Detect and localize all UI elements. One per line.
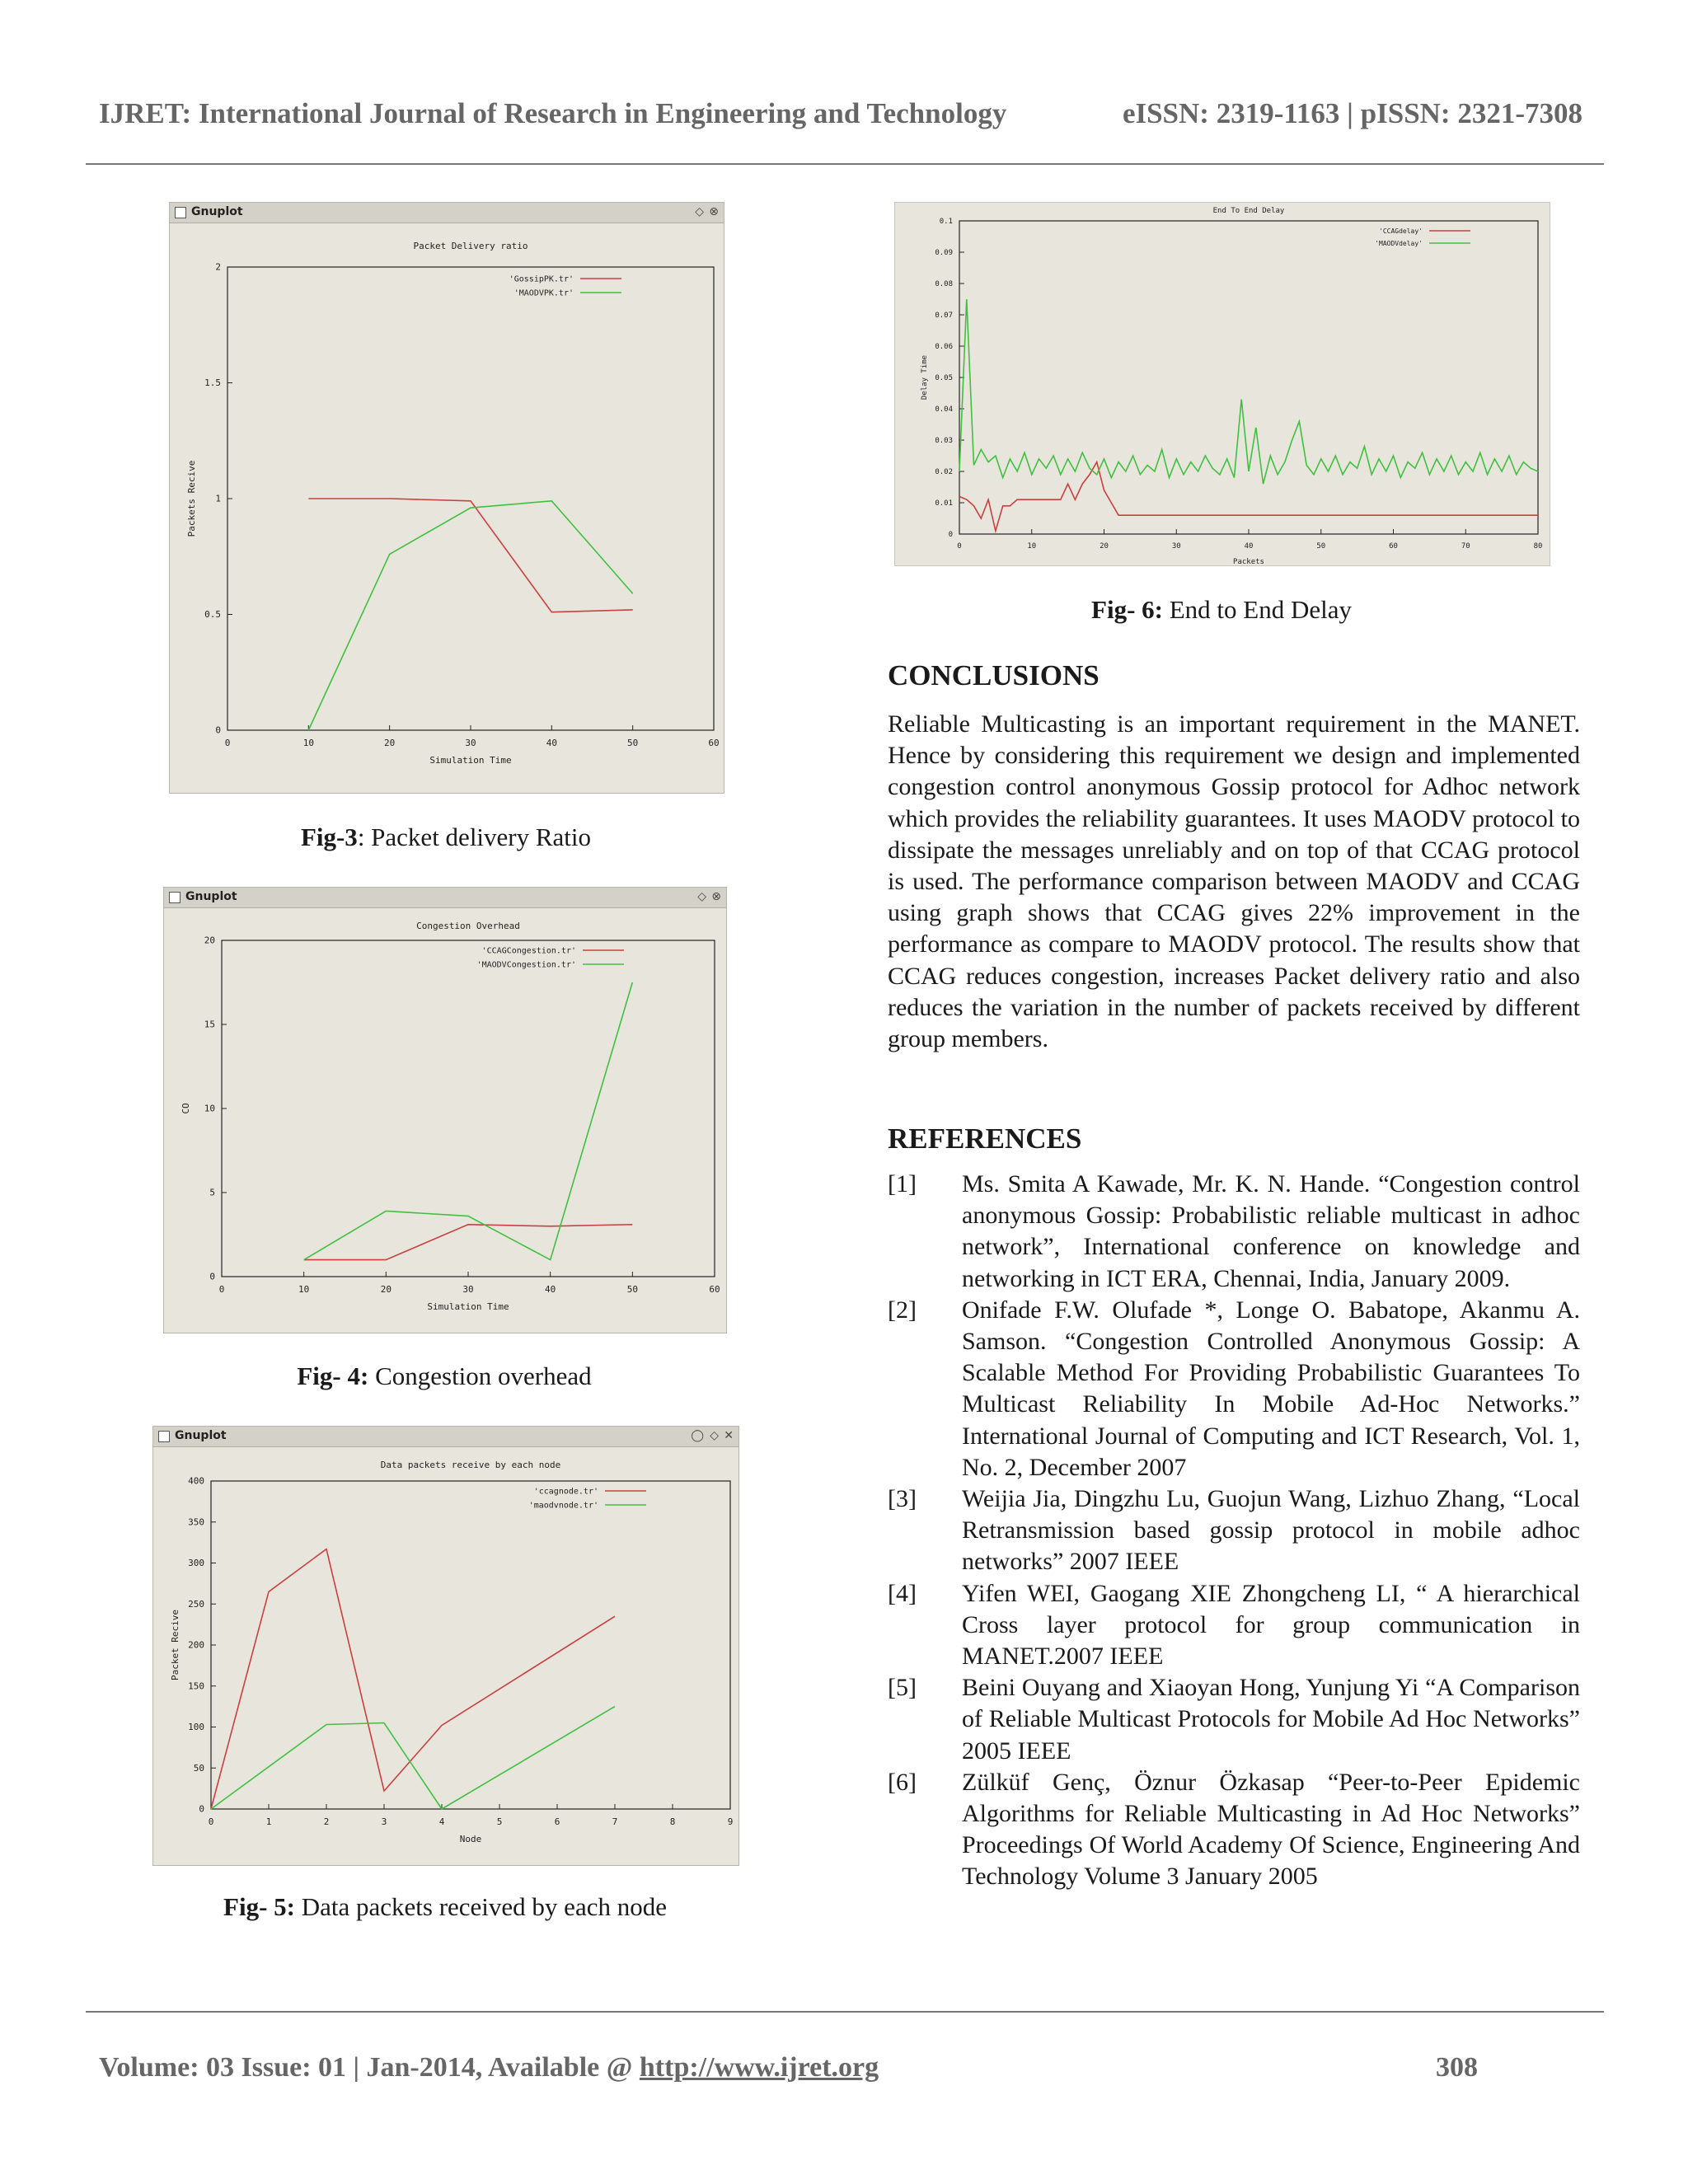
reference-number: [5] — [888, 1674, 917, 1702]
y-tick-label: 1 — [215, 493, 221, 504]
close-icon[interactable]: ⊗ — [709, 205, 719, 218]
reference-number: [2] — [888, 1296, 917, 1324]
legend-entry: 'maodvnode.tr' — [528, 1501, 598, 1511]
legend-entry: 'CCAGCongestion.tr' — [481, 946, 576, 956]
y-tick-label: 150 — [188, 1680, 204, 1692]
x-tick-label: 0 — [218, 1284, 225, 1295]
y-tick-label: 0.06 — [935, 343, 953, 351]
series-line — [308, 499, 632, 612]
reference-number: [3] — [888, 1485, 917, 1513]
legend-entry: 'MAODVdelay' — [1375, 240, 1423, 247]
journal-name: IJRET: International Journal of Research in Engineering and Technology — [99, 97, 1007, 129]
chart-title: Packet Delivery ratio — [413, 241, 528, 251]
x-tick-label: 50 — [627, 738, 639, 748]
x-tick-label: 40 — [546, 738, 557, 748]
reference-text: Ms. Smita A Kawade, Mr. K. N. Hande. “Congestion control anonymous Gossip: Probabilistic reliable multicast in adhoc network”, International conference on knowledge and networking in ICT ERA, Chennai, India, January 2009. — [962, 1170, 1580, 1292]
y-tick-label: 0.5 — [204, 609, 221, 621]
y-tick-label: 300 — [188, 1558, 204, 1569]
x-tick-label: 4 — [438, 1816, 445, 1827]
caption-text: Congestion overhead — [368, 1361, 592, 1390]
caption-fig4 — [163, 1361, 725, 1391]
y-axis-label: CO — [181, 1103, 191, 1114]
x-tick-label: 50 — [626, 1284, 638, 1295]
y-tick-label: 0 — [209, 1271, 215, 1282]
series-line — [959, 299, 1538, 484]
x-tick-label: 9 — [727, 1816, 734, 1827]
reference-list — [888, 1169, 1580, 1893]
volume-info: Volume: 03 Issue: 01 | Jan-2014, Available @ — [99, 2052, 640, 2083]
x-tick-label: 7 — [612, 1816, 618, 1827]
caption-fig3 — [169, 823, 723, 852]
x-tick-label: 20 — [384, 738, 396, 748]
x-tick-label: 70 — [1461, 542, 1470, 551]
y-tick-label: 400 — [188, 1475, 204, 1487]
gnuplot-window-fig5 — [152, 1426, 739, 1866]
x-tick-label: 60 — [709, 1284, 720, 1295]
x-tick-label: 1 — [265, 1816, 272, 1827]
caption-text: Data packets received by each node — [294, 1892, 667, 1921]
window-titlebar — [153, 1427, 738, 1447]
x-tick-label: 60 — [1389, 542, 1398, 551]
heading-references: REFERENCES — [888, 1122, 1082, 1155]
y-tick-label: 5 — [209, 1187, 215, 1198]
legend-entry: 'ccagnode.tr' — [533, 1487, 598, 1497]
y-tick-label: 15 — [204, 1019, 215, 1030]
caption-label: Fig-3 — [300, 823, 358, 851]
y-tick-label: 2 — [215, 261, 221, 273]
issn: eISSN: 2319-1163 | pISSN: 2321-7308 — [1122, 97, 1582, 129]
y-tick-label: 10 — [204, 1103, 215, 1114]
y-tick-label: 0 — [948, 531, 953, 539]
x-tick-label: 2 — [323, 1816, 330, 1827]
y-tick-label: 350 — [188, 1516, 204, 1528]
chart-title: End To End Delay — [1212, 207, 1285, 215]
running-footer — [99, 2052, 1500, 2083]
heading-conclusions: CONCLUSIONS — [888, 659, 1100, 691]
footer-rule — [86, 2011, 1604, 2013]
restore-icon[interactable]: ◇ — [710, 1429, 719, 1442]
y-tick-label: 0.04 — [935, 405, 953, 414]
y-axis-label: Packets Recive — [186, 460, 197, 537]
window-titlebar — [170, 203, 724, 223]
x-tick-label: 20 — [380, 1284, 392, 1295]
y-tick-label: 0.09 — [935, 249, 953, 257]
y-tick-label: 20 — [204, 935, 215, 946]
x-tick-label: 0 — [224, 738, 231, 748]
y-tick-label: 0.02 — [935, 468, 953, 476]
x-tick-label: 10 — [1027, 542, 1037, 551]
plot-frame — [222, 940, 715, 1277]
chart-data-packets-per-node — [153, 1448, 738, 1865]
x-tick-label: 10 — [302, 738, 314, 748]
reference-item — [888, 1295, 1580, 1483]
reference-number: [1] — [888, 1170, 917, 1197]
y-tick-label: 250 — [188, 1598, 204, 1610]
chart-packet-delivery-ratio — [170, 224, 724, 793]
y-tick-label: 0.07 — [935, 312, 953, 320]
x-tick-label: 50 — [1316, 542, 1326, 551]
legend-entry: 'GossipPK.tr' — [509, 274, 574, 284]
series-line — [308, 501, 632, 730]
reference-text: Onifade F.W. Olufade *, Longe O. Babatope, Akanmu A. Samson. “Congestion Controlled Anonymous Gossip: A Scalable Method For Providing Probabilistic Guarantees To Multicast Reliability In Mobile Ad-Hoc Networks.” International Journal of Computing and ICT Research, Vol. 1, No. 2, December 2007 — [962, 1296, 1580, 1481]
reference-text: Weijia Jia, Dingzhu Lu, Guojun Wang, Lizhuo Zhang, “Local Retransmission based gossip protocol in mobile adhoc networks” 2007 IEEE — [962, 1485, 1580, 1576]
series-line — [959, 462, 1538, 532]
x-tick-label: 30 — [462, 1284, 474, 1295]
chart-title: Data packets receive by each node — [380, 1460, 561, 1470]
y-axis-label: Packet Recive — [170, 1609, 181, 1681]
y-tick-label: 50 — [193, 1762, 204, 1774]
x-tick-label: 5 — [496, 1816, 503, 1827]
y-tick-label: 0.01 — [935, 499, 953, 508]
conclusions-paragraph: Reliable Multicasting is an important requirement in the MANET. Hence by considering this requirement we design and implemented congestion control anonymous Gossip protocol for Adhoc network which provides the reliability guarantees. It uses MAODV protocol to dissipate the messages unreliably and on top of that CCAG protocol is used. The performance comparison between MAODV and CCAG using graph shows that CCAG gives 22% improvement in the performance as compare to MAODV protocol. The results show that CCAG reduces congestion, increases Packet delivery ratio and also reduces the variation in the number of packets received by different group members. — [888, 710, 1580, 1053]
x-tick-label: 8 — [669, 1816, 676, 1827]
close-icon[interactable]: ✕ — [724, 1429, 734, 1442]
reference-item — [888, 1672, 1580, 1767]
y-tick-label: 0 — [199, 1803, 204, 1815]
chart-title: Congestion Overhead — [416, 921, 520, 931]
legend-entry: 'MAODVPK.tr' — [513, 288, 574, 298]
reference-number: [4] — [888, 1579, 917, 1607]
x-tick-label: 30 — [1171, 542, 1181, 551]
header-rule — [86, 163, 1604, 165]
y-tick-label: 100 — [188, 1722, 204, 1733]
plot-frame — [959, 221, 1538, 534]
journal-link[interactable]: http://www.ijret.org — [639, 2052, 879, 2083]
reference-text: Beini Ouyang and Xiaoyan Hong, Yunjung Yi “A Comparison of Reliable Multicast Protocols for Mobile Ad Hoc Networks” 2005 IEEE — [962, 1674, 1580, 1765]
caption-text: End to End Delay — [1162, 595, 1352, 624]
gnuplot-app-icon — [175, 207, 186, 218]
x-tick-label: 40 — [545, 1284, 556, 1295]
series-line — [211, 1549, 615, 1809]
window-title: Gnuplot — [185, 890, 237, 903]
x-tick-label: 80 — [1533, 542, 1543, 551]
y-tick-label: 1.5 — [204, 377, 221, 389]
chart-end-to-end-delay — [895, 203, 1550, 565]
reference-text: Yifen WEI, Gaogang XIE Zhongcheng LI, “ A hierarchical Cross layer protocol for group communication in MANET.2007 IEEE — [962, 1579, 1580, 1671]
reference-number: [6] — [888, 1768, 917, 1796]
x-tick-label: 60 — [708, 738, 720, 748]
x-tick-label: 30 — [465, 738, 476, 748]
reference-text: Zülküf Genç, Öznur Özkasap “Peer-to-Peer Epidemic Algorithms for Reliable Multicasting in Ad Hoc Networks” Proceedings Of World Academy Of Science, Engineering And Technology Volume 3 January 2005 — [962, 1768, 1580, 1891]
x-tick-label: 10 — [298, 1284, 310, 1295]
plot-fig6 — [894, 202, 1550, 566]
y-tick-label: 0.1 — [939, 218, 953, 226]
chart-congestion-overhead — [164, 909, 726, 1333]
x-tick-label: 3 — [381, 1816, 387, 1827]
y-tick-label: 0.03 — [935, 437, 953, 445]
gnuplot-window-fig3 — [169, 202, 724, 794]
x-axis-label: Packets — [1233, 558, 1264, 565]
y-tick-label: 0.08 — [935, 280, 953, 288]
legend-entry: 'MAODVCongestion.tr' — [476, 960, 576, 970]
reference-item — [888, 1578, 1580, 1673]
y-tick-label: 0 — [215, 724, 221, 736]
y-axis-label: Delay Time — [921, 354, 929, 401]
gnuplot-app-icon — [158, 1431, 170, 1442]
y-tick-label: 0.05 — [935, 374, 953, 382]
page-number: 308 — [1436, 2052, 1478, 2083]
caption-label: Fig- 6: — [1091, 595, 1163, 624]
caption-label: Fig- 4: — [297, 1361, 369, 1390]
x-tick-label: 0 — [957, 542, 962, 551]
x-tick-label: 0 — [208, 1816, 214, 1827]
reference-item — [888, 1169, 1580, 1295]
reference-item — [888, 1483, 1580, 1578]
reference-item — [888, 1767, 1580, 1893]
restore-icon[interactable]: ◇ — [695, 205, 704, 218]
caption-fig5 — [152, 1892, 738, 1922]
minimize-icon[interactable]: ◯ — [691, 1429, 704, 1442]
caption-text: : Packet delivery Ratio — [357, 823, 592, 851]
restore-icon[interactable]: ◇ — [697, 890, 706, 903]
caption-fig6 — [894, 595, 1549, 625]
x-tick-label: 40 — [1244, 542, 1254, 551]
legend-entry: 'CCAGdelay' — [1379, 227, 1423, 235]
gnuplot-app-icon — [169, 892, 181, 903]
close-icon[interactable]: ⊗ — [711, 890, 721, 903]
caption-label: Fig- 5: — [223, 1892, 295, 1921]
x-axis-label: Node — [459, 1834, 482, 1844]
series-line — [304, 982, 633, 1260]
y-tick-label: 200 — [188, 1639, 204, 1651]
window-title: Gnuplot — [191, 205, 243, 218]
x-tick-label: 20 — [1100, 542, 1109, 551]
window-title: Gnuplot — [175, 1429, 227, 1442]
plot-frame — [227, 267, 714, 730]
window-titlebar — [164, 888, 726, 908]
x-axis-label: Simulation Time — [429, 755, 512, 766]
gnuplot-window-fig4 — [163, 887, 727, 1333]
plot-frame — [211, 1481, 730, 1809]
x-axis-label: Simulation Time — [427, 1301, 509, 1312]
x-tick-label: 6 — [554, 1816, 560, 1827]
